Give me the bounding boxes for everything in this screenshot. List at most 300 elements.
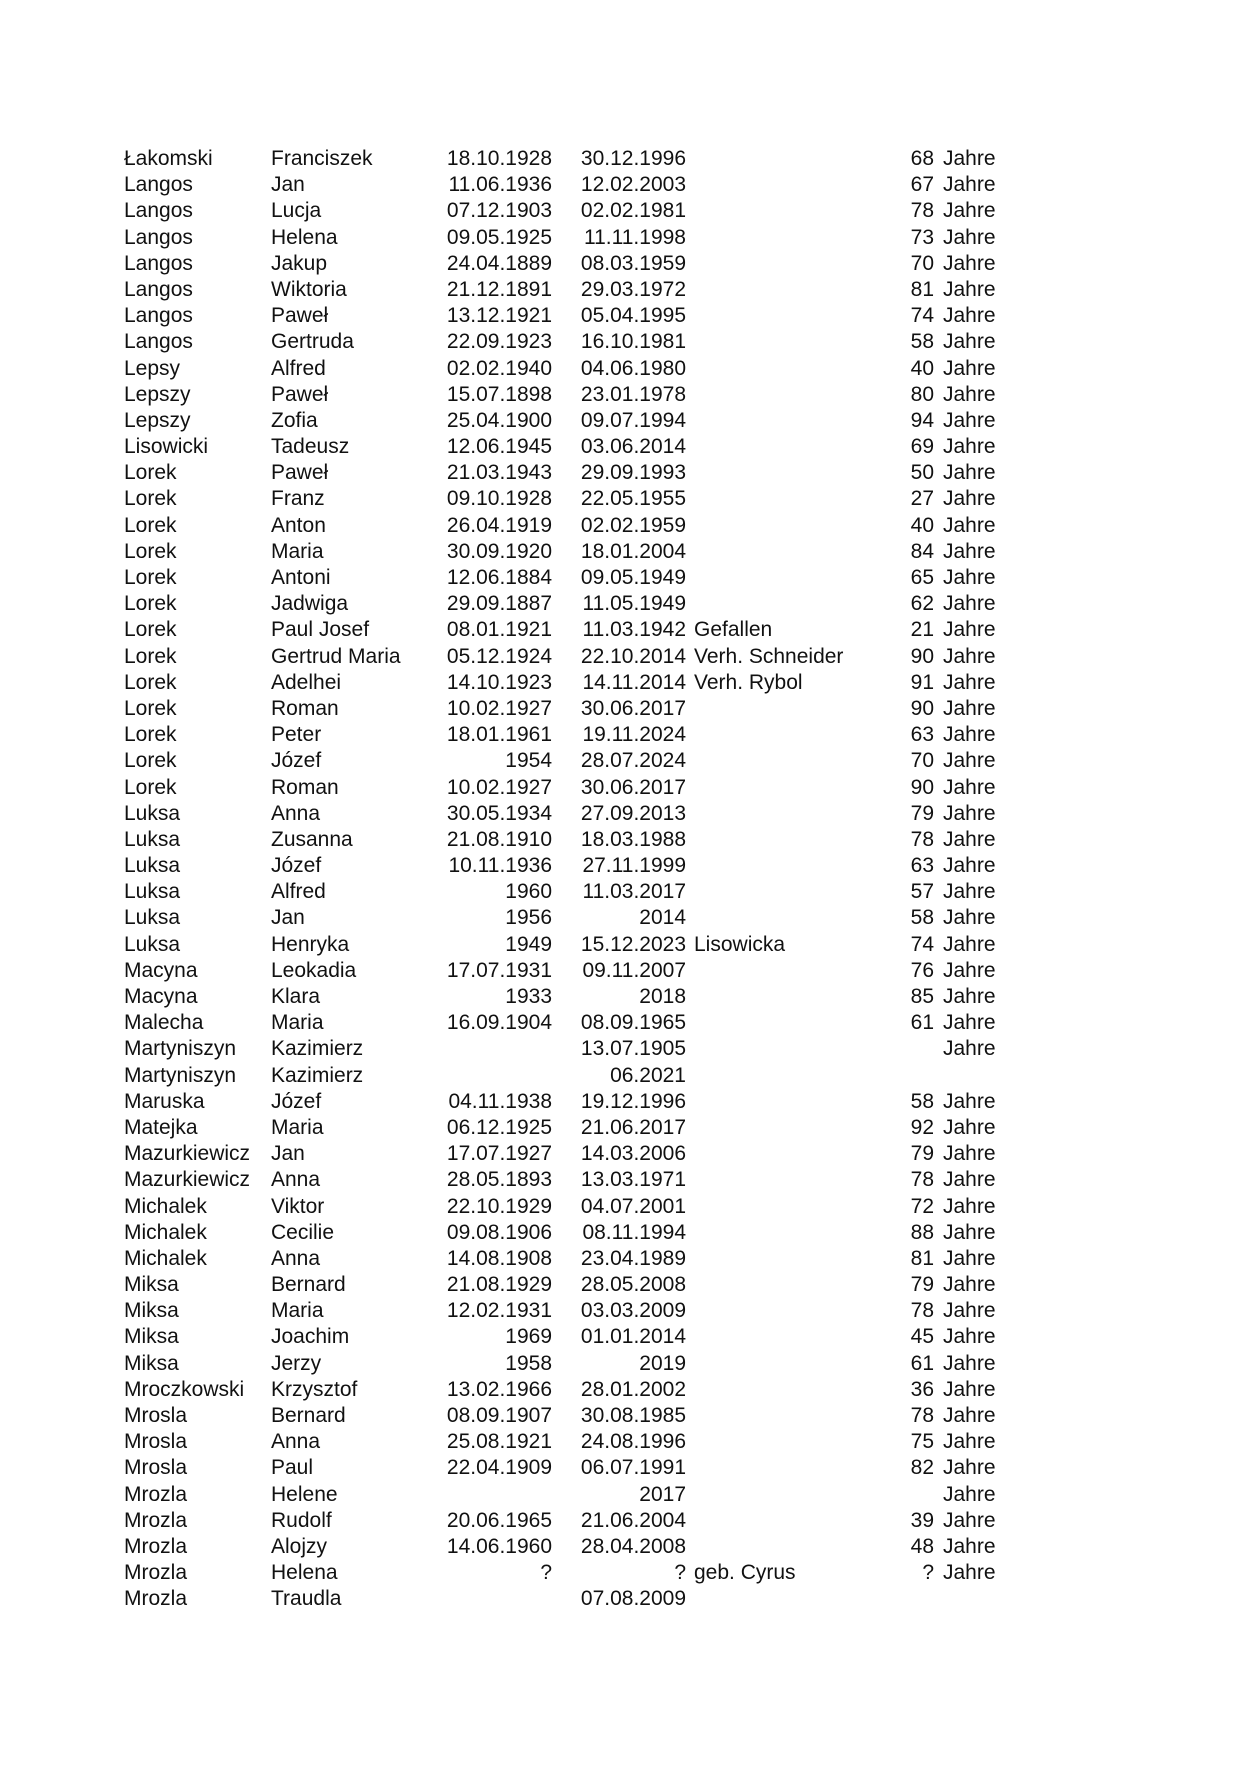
age-value-cell: 70 [910, 251, 934, 275]
surname-cell: Langos [124, 330, 193, 354]
given-name-cell: Helena [271, 225, 338, 249]
age-unit-cell: Jahre [943, 1220, 996, 1244]
given-name-cell: Anna [271, 1246, 321, 1270]
table-row [0, 1141, 1252, 1167]
surname-cell: Mrosla [124, 1430, 188, 1454]
age-value-cell: 58 [910, 330, 934, 354]
death-date-cell: 16.10.1981 [580, 330, 686, 354]
given-name-cell: Paul Josef [271, 618, 370, 642]
table-row [0, 591, 1252, 617]
surname-cell: Łakomski [124, 147, 213, 170]
age-unit-cell: Jahre [943, 225, 996, 249]
age-value-cell: 90 [910, 775, 934, 799]
given-name-cell: Jan [271, 1142, 305, 1166]
note-cell: Verh. Rybol [694, 670, 803, 694]
birth-date-cell: ? [540, 1561, 552, 1585]
given-name-cell: Bernard [271, 1273, 346, 1297]
age-unit-cell: Jahre [943, 775, 996, 799]
birth-date-cell: 1933 [505, 985, 552, 1008]
table-row [0, 1324, 1252, 1350]
table-row [0, 984, 1252, 1010]
birth-date-cell: 18.10.1928 [446, 147, 552, 170]
age-unit-cell: Jahre [943, 906, 996, 930]
table-row [0, 1351, 1252, 1377]
table-row [0, 1586, 1252, 1612]
age-value-cell: 68 [910, 147, 934, 170]
age-unit-cell: Jahre [943, 1246, 996, 1270]
surname-cell: Mazurkiewicz [124, 1168, 251, 1192]
age-value-cell: 91 [910, 670, 934, 694]
age-unit-cell: Jahre [943, 566, 996, 589]
birth-date-cell: 10.02.1927 [446, 696, 552, 720]
surname-cell: Langos [124, 199, 193, 223]
table-row [0, 1063, 1252, 1089]
table-row [0, 460, 1252, 486]
table-row [0, 879, 1252, 905]
birth-date-cell: 10.11.1936 [448, 854, 552, 878]
surname-cell: Mrozla [124, 1587, 188, 1611]
given-name-cell: Bernard [271, 1404, 346, 1427]
note-cell: geb. Cyrus [694, 1561, 796, 1585]
age-value-cell: 94 [910, 408, 934, 432]
birth-date-cell: 16.09.1904 [446, 1011, 552, 1035]
age-unit-cell: Jahre [943, 1194, 996, 1218]
birth-date-cell: 14.06.1960 [446, 1534, 552, 1558]
table-row [0, 513, 1252, 539]
birth-date-cell: 04.11.1938 [448, 1089, 552, 1113]
table-row [0, 1272, 1252, 1298]
age-unit-cell: Jahre [943, 958, 996, 982]
table-row [0, 801, 1252, 827]
age-value-cell: 90 [910, 644, 934, 668]
given-name-cell: Jan [271, 173, 305, 197]
surname-cell: Malecha [124, 1011, 204, 1035]
given-name-cell: Jerzy [271, 1351, 322, 1375]
age-unit-cell: Jahre [943, 670, 996, 694]
note-cell: Lisowicka [694, 932, 786, 956]
given-name-cell: Gertrud Maria [271, 644, 401, 668]
death-date-cell: 11.05.1949 [582, 592, 686, 616]
surname-cell: Mrozla [124, 1561, 188, 1585]
age-value-cell: 78 [910, 1299, 934, 1323]
table-row [0, 722, 1252, 748]
death-date-cell: 09.11.2007 [582, 958, 686, 982]
surname-cell: Lepszy [124, 382, 191, 406]
age-value-cell: 81 [910, 1246, 934, 1270]
age-unit-cell: Jahre [943, 1115, 996, 1139]
age-unit-cell: Jahre [943, 854, 996, 878]
given-name-cell: Anna [271, 801, 321, 825]
age-value-cell: 48 [910, 1534, 934, 1558]
birth-date-cell: 07.12.1903 [446, 199, 552, 223]
age-unit-cell: Jahre [943, 173, 996, 197]
surname-cell: Lorek [124, 592, 177, 616]
given-name-cell: Franz [271, 487, 325, 511]
birth-date-cell: 12.02.1931 [446, 1299, 552, 1323]
age-value-cell: 21 [910, 618, 934, 642]
age-value-cell: 80 [910, 382, 934, 406]
given-name-cell: Maria [271, 539, 324, 563]
age-value-cell: 65 [910, 566, 934, 589]
death-date-cell: 29.03.1972 [580, 277, 686, 301]
table-row [0, 539, 1252, 565]
death-date-cell: 18.03.1988 [580, 827, 686, 851]
given-name-cell: Krzysztof [271, 1377, 358, 1401]
surname-cell: Michalek [124, 1220, 207, 1244]
birth-date-cell: 12.06.1945 [446, 435, 552, 459]
given-name-cell: Helene [271, 1482, 338, 1506]
given-name-cell: Zofia [271, 408, 318, 432]
surname-cell: Lorek [124, 461, 177, 485]
age-unit-cell: Jahre [943, 408, 996, 432]
birth-date-cell: 1969 [505, 1325, 552, 1349]
death-date-cell: 22.10.2014 [580, 644, 686, 668]
given-name-cell: Henryka [271, 932, 350, 956]
birth-date-cell: 09.05.1925 [446, 225, 552, 249]
death-date-cell: 23.01.1978 [580, 382, 686, 406]
age-value-cell: 27 [910, 487, 934, 511]
death-date-cell: 30.12.1996 [580, 147, 686, 170]
table-row [0, 853, 1252, 879]
given-name-cell: Anton [271, 513, 326, 537]
surname-cell: Mrozla [124, 1508, 188, 1532]
birth-date-cell: 20.06.1965 [446, 1508, 552, 1532]
death-date-cell: 11.11.1998 [584, 225, 686, 249]
death-date-cell: 15.12.2023 [580, 932, 686, 956]
birth-date-cell: 11.06.1936 [448, 173, 552, 197]
birth-date-cell: 17.07.1927 [446, 1142, 552, 1166]
surname-cell: Lorek [124, 618, 177, 642]
death-date-cell: 03.06.2014 [580, 435, 686, 459]
table-row [0, 225, 1252, 251]
age-unit-cell: Jahre [943, 1404, 996, 1427]
death-date-cell: 2018 [639, 985, 686, 1008]
age-unit-cell: Jahre [943, 1534, 996, 1558]
death-date-cell: 13.03.1971 [580, 1168, 686, 1192]
birth-date-cell: 1954 [505, 749, 552, 773]
surname-cell: Macyna [124, 958, 198, 982]
death-date-cell: 04.06.1980 [580, 356, 686, 380]
surname-cell: Lisowicki [124, 435, 209, 459]
death-date-cell: 24.08.1996 [580, 1430, 686, 1454]
death-date-cell: 29.09.1993 [580, 461, 686, 485]
age-value-cell: 78 [910, 199, 934, 223]
death-date-cell: 09.05.1949 [580, 566, 686, 589]
age-unit-cell: Jahre [943, 1456, 996, 1480]
surname-cell: Miksa [124, 1273, 179, 1297]
death-date-cell: 2014 [639, 906, 686, 930]
given-name-cell: Józef [271, 1089, 322, 1113]
age-value-cell: 76 [910, 958, 934, 982]
given-name-cell: Rudolf [271, 1508, 332, 1532]
surname-cell: Langos [124, 225, 193, 249]
death-date-cell: 22.05.1955 [580, 487, 686, 511]
death-date-cell: 23.04.1989 [580, 1246, 686, 1270]
birth-date-cell: 06.12.1925 [446, 1115, 552, 1139]
birth-date-cell: 1956 [505, 906, 552, 930]
table-row [0, 644, 1252, 670]
birth-date-cell: 22.10.1929 [446, 1194, 552, 1218]
surname-cell: Miksa [124, 1299, 179, 1323]
surname-cell: Mroczkowski [124, 1377, 245, 1401]
death-date-cell: 13.07.1905 [580, 1037, 686, 1061]
table-row [0, 1220, 1252, 1246]
table-row [0, 172, 1252, 198]
age-value-cell: 57 [910, 880, 934, 904]
table-row [0, 1403, 1252, 1429]
death-date-cell: 12.02.2003 [580, 173, 686, 197]
birth-date-cell: 29.09.1887 [446, 592, 552, 616]
age-value-cell: 45 [910, 1325, 934, 1349]
birth-date-cell: 1960 [505, 880, 552, 904]
age-value-cell: 63 [910, 854, 934, 878]
birth-date-cell: 14.10.1923 [446, 670, 552, 694]
age-value-cell: 78 [910, 827, 934, 851]
birth-date-cell: 09.08.1906 [446, 1220, 552, 1244]
age-value-cell: 50 [910, 461, 934, 485]
table-row [0, 1036, 1252, 1062]
age-value-cell: 40 [910, 513, 934, 537]
table-row [0, 408, 1252, 434]
age-unit-cell: Jahre [943, 1273, 996, 1297]
age-value-cell: 82 [910, 1456, 934, 1480]
age-unit-cell: Jahre [943, 723, 996, 747]
death-date-cell: 19.12.1996 [580, 1089, 686, 1113]
age-value-cell: 62 [910, 592, 934, 616]
surname-cell: Luksa [124, 880, 181, 904]
age-unit-cell: Jahre [943, 461, 996, 485]
death-date-cell: 30.06.2017 [580, 696, 686, 720]
age-unit-cell: Jahre [943, 1508, 996, 1532]
death-date-cell: 02.02.1981 [580, 199, 686, 223]
age-value-cell: 74 [910, 932, 934, 956]
age-unit-cell: Jahre [943, 199, 996, 223]
surname-cell: Lorek [124, 644, 177, 668]
note-cell: Gefallen [694, 618, 773, 642]
surname-cell: Luksa [124, 801, 181, 825]
given-name-cell: Alojzy [271, 1534, 328, 1558]
surname-cell: Lorek [124, 513, 177, 537]
surname-cell: Lepszy [124, 408, 191, 432]
table-row [0, 1482, 1252, 1508]
death-date-cell: 11.03.1942 [582, 618, 686, 642]
death-date-cell: 08.03.1959 [580, 251, 686, 275]
age-unit-cell: Jahre [943, 513, 996, 537]
death-date-cell: 30.06.2017 [580, 775, 686, 799]
table-row [0, 932, 1252, 958]
age-unit-cell: Jahre [943, 827, 996, 851]
birth-date-cell: 21.08.1929 [446, 1273, 552, 1297]
death-date-cell: ? [674, 1561, 686, 1585]
death-date-cell: 28.05.2008 [580, 1273, 686, 1297]
surname-cell: Michalek [124, 1194, 207, 1218]
given-name-cell: Helena [271, 1561, 338, 1585]
death-date-cell: 30.08.1985 [580, 1404, 686, 1427]
table-row [0, 1167, 1252, 1193]
table-row [0, 303, 1252, 329]
age-value-cell: 78 [910, 1404, 934, 1427]
death-date-cell: 03.03.2009 [580, 1299, 686, 1323]
table-row [0, 329, 1252, 355]
surname-cell: Martyniszyn [124, 1063, 237, 1087]
death-date-cell: 14.03.2006 [580, 1142, 686, 1166]
age-unit-cell: Jahre [943, 644, 996, 668]
table-row [0, 1508, 1252, 1534]
age-unit-cell: Jahre [943, 1351, 996, 1375]
table-row [0, 696, 1252, 722]
given-name-cell: Paweł [271, 461, 329, 485]
age-unit-cell: Jahre [943, 487, 996, 511]
age-unit-cell: Jahre [943, 1482, 996, 1506]
age-unit-cell: Jahre [943, 539, 996, 563]
given-name-cell: Franciszek [271, 147, 373, 170]
surname-cell: Maruska [124, 1089, 205, 1113]
given-name-cell: Józef [271, 854, 322, 878]
birth-date-cell: 24.04.1889 [446, 251, 552, 275]
surname-cell: Lorek [124, 696, 177, 720]
age-value-cell: 88 [910, 1220, 934, 1244]
given-name-cell: Zusanna [271, 827, 353, 851]
table-row [0, 1089, 1252, 1115]
birth-date-cell: 26.04.1919 [446, 513, 552, 537]
table-row [0, 434, 1252, 460]
birth-date-cell: 13.02.1966 [446, 1377, 552, 1401]
surname-cell: Lepsy [124, 356, 181, 380]
age-unit-cell: Jahre [943, 1430, 996, 1454]
surname-cell: Langos [124, 277, 193, 301]
note-cell: Verh. Schneider [694, 644, 844, 668]
surname-cell: Mazurkiewicz [124, 1142, 251, 1166]
surname-cell: Luksa [124, 827, 181, 851]
birth-date-cell: 15.07.1898 [446, 382, 552, 406]
given-name-cell: Alfred [271, 880, 326, 904]
birth-date-cell: 09.10.1928 [446, 487, 552, 511]
birth-date-cell: 08.09.1907 [446, 1404, 552, 1427]
given-name-cell: Antoni [271, 566, 331, 589]
table-row [0, 1377, 1252, 1403]
birth-date-cell: 28.05.1893 [446, 1168, 552, 1192]
given-name-cell: Alfred [271, 356, 326, 380]
given-name-cell: Lucja [271, 199, 322, 223]
age-unit-cell: Jahre [943, 1299, 996, 1323]
given-name-cell: Roman [271, 696, 339, 720]
given-name-cell: Traudla [271, 1587, 342, 1611]
age-unit-cell: Jahre [943, 932, 996, 956]
age-value-cell: ? [922, 1561, 934, 1585]
age-unit-cell: Jahre [943, 985, 996, 1008]
table-row [0, 1298, 1252, 1324]
death-date-cell: 28.07.2024 [580, 749, 686, 773]
age-unit-cell: Jahre [943, 696, 996, 720]
age-unit-cell: Jahre [943, 1325, 996, 1349]
age-value-cell: 79 [910, 1142, 934, 1166]
surname-cell: Lorek [124, 670, 177, 694]
surname-cell: Michalek [124, 1246, 207, 1270]
death-date-cell: 2019 [639, 1351, 686, 1375]
given-name-cell: Józef [271, 749, 322, 773]
death-date-cell: 27.09.2013 [580, 801, 686, 825]
age-unit-cell: Jahre [943, 1561, 996, 1585]
surname-cell: Mrozla [124, 1482, 188, 1506]
age-unit-cell: Jahre [943, 1037, 996, 1061]
table-row [0, 748, 1252, 774]
table-row [0, 905, 1252, 931]
surname-cell: Macyna [124, 985, 198, 1008]
age-value-cell: 58 [910, 906, 934, 930]
birth-date-cell: 14.08.1908 [446, 1246, 552, 1270]
age-value-cell: 79 [910, 1273, 934, 1297]
given-name-cell: Maria [271, 1115, 324, 1139]
surname-cell: Martyniszyn [124, 1037, 237, 1061]
birth-date-cell: 18.01.1961 [446, 723, 552, 747]
table-row [0, 486, 1252, 512]
death-date-cell: 02.02.1959 [580, 513, 686, 537]
table-row [0, 198, 1252, 224]
age-unit-cell: Jahre [943, 880, 996, 904]
table-row [0, 1010, 1252, 1036]
burial-register-table [0, 146, 1252, 1613]
surname-cell: Miksa [124, 1325, 179, 1349]
birth-date-cell: 05.12.1924 [446, 644, 552, 668]
age-unit-cell: Jahre [943, 382, 996, 406]
table-row [0, 617, 1252, 643]
table-row [0, 958, 1252, 984]
given-name-cell: Anna [271, 1168, 321, 1192]
death-date-cell: 21.06.2004 [580, 1508, 686, 1532]
age-value-cell: 70 [910, 749, 934, 773]
death-date-cell: 08.11.1994 [582, 1220, 686, 1244]
table-row [0, 1455, 1252, 1481]
given-name-cell: Leokadia [271, 958, 357, 982]
surname-cell: Mrozla [124, 1534, 188, 1558]
given-name-cell: Adelhei [271, 670, 342, 694]
given-name-cell: Roman [271, 775, 339, 799]
given-name-cell: Jadwiga [271, 592, 349, 616]
surname-cell: Langos [124, 173, 193, 197]
table-row [0, 1429, 1252, 1455]
age-value-cell: 78 [910, 1168, 934, 1192]
table-row [0, 146, 1252, 172]
age-value-cell: 39 [910, 1508, 934, 1532]
given-name-cell: Paweł [271, 304, 329, 328]
given-name-cell: Viktor [271, 1194, 325, 1218]
age-unit-cell: Jahre [943, 801, 996, 825]
birth-date-cell: 17.07.1931 [446, 958, 552, 982]
birth-date-cell: 21.12.1891 [446, 277, 552, 301]
given-name-cell: Peter [271, 723, 322, 747]
surname-cell: Lorek [124, 723, 177, 747]
death-date-cell: 27.11.1999 [582, 854, 686, 878]
age-value-cell: 61 [910, 1011, 934, 1035]
table-row [0, 1560, 1252, 1586]
death-date-cell: 28.01.2002 [580, 1377, 686, 1401]
age-unit-cell: Jahre [943, 356, 996, 380]
given-name-cell: Maria [271, 1011, 324, 1035]
birth-date-cell: 10.02.1927 [446, 775, 552, 799]
given-name-cell: Joachim [271, 1325, 350, 1349]
given-name-cell: Paul [271, 1456, 314, 1480]
age-unit-cell: Jahre [943, 147, 996, 170]
death-date-cell: 14.11.2014 [582, 670, 686, 694]
age-value-cell: 84 [910, 539, 934, 563]
age-unit-cell: Jahre [943, 304, 996, 328]
death-date-cell: 04.07.2001 [580, 1194, 686, 1218]
age-unit-cell: Jahre [943, 618, 996, 642]
given-name-cell: Jakup [271, 251, 328, 275]
age-unit-cell: Jahre [943, 330, 996, 354]
table-row [0, 382, 1252, 408]
given-name-cell: Wiktoria [271, 277, 347, 301]
